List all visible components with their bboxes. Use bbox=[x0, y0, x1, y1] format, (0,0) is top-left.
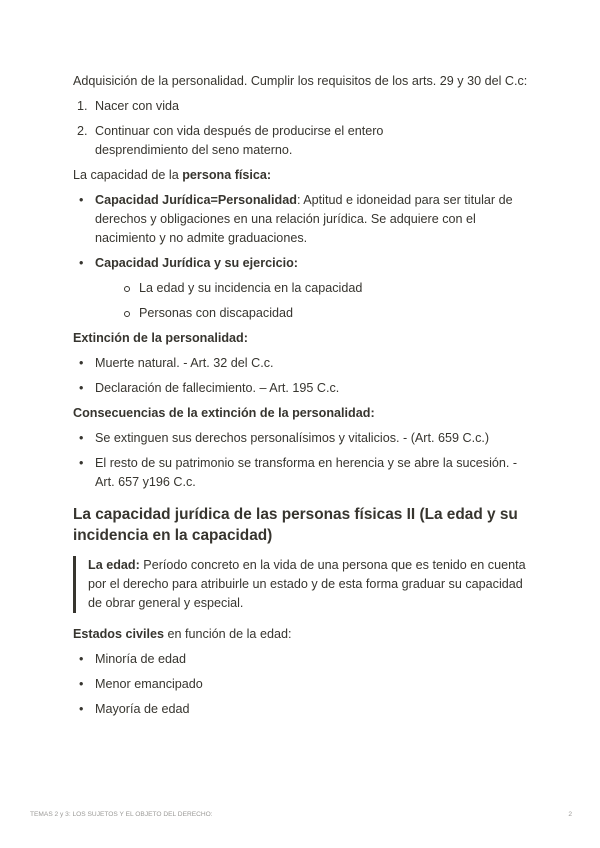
circle-bullet-icon bbox=[124, 286, 130, 292]
list-number: 1. bbox=[77, 99, 88, 113]
requisitos-list bbox=[73, 97, 533, 160]
list-number: 2. bbox=[77, 124, 88, 138]
bullet-icon: • bbox=[79, 652, 84, 666]
extincion-heading: Extinción de la personalidad: bbox=[73, 331, 248, 345]
bullet-icon: • bbox=[79, 702, 84, 716]
circle-bullet-icon bbox=[124, 311, 130, 317]
extincion-list bbox=[73, 354, 533, 398]
list-item bbox=[73, 122, 533, 160]
list-item: • Menor emancipado bbox=[73, 675, 533, 694]
intro-paragraph: Adquisición de la personalidad. Cumplir los requisitos de los arts. 29 y 30 del C.c: bbox=[73, 74, 528, 88]
section-title: La capacidad jurídica de las personas físicas II (La edad y su incidencia en la capacidad) bbox=[73, 506, 518, 544]
list-item-bold: Capacidad Jurídica y su ejercicio: bbox=[95, 256, 298, 270]
bullet-icon: • bbox=[79, 381, 84, 395]
list-item-text: : Aptitud e idoneidad para ser titular de derechos y obligaciones en una relación jurídica. Se adquiere con el nacimiento y no admite graduaciones. bbox=[95, 193, 513, 245]
page-footer bbox=[30, 811, 572, 818]
consecuencias-heading: Consecuencias de la extinción de la personalidad: bbox=[73, 406, 375, 420]
quote-text: Período concreto en la vida de una persona que es tenido en cuenta por el derecho para atribuirle un estado y de esta forma graduar su capacidad de obrar general y especial. bbox=[88, 558, 526, 610]
quote-bold: La edad: bbox=[88, 558, 140, 572]
footer-title: TEMAS 2 y 3: LOS SUJETOS Y EL OBJETO DEL DERECHO: bbox=[30, 811, 213, 818]
list-item-text: Continuar con vida después de producirse el entero desprendimiento del seno materno. bbox=[95, 124, 384, 157]
list-item: • El resto de su patrimonio se transforma en herencia y se abre la sucesión. - Art. 657 y196 C.c. bbox=[79, 456, 518, 489]
bullet-icon: • bbox=[79, 456, 84, 470]
list-item: • Muerte natural. - Art. 32 del C.c. bbox=[73, 354, 533, 373]
definition-quote bbox=[73, 556, 533, 613]
list-item: • Declaración de fallecimiento. – Art. 195 C.c. bbox=[73, 379, 533, 398]
list-item bbox=[73, 97, 533, 116]
list-item bbox=[73, 191, 533, 248]
bullet-icon: • bbox=[79, 193, 84, 207]
estados-list bbox=[73, 650, 533, 719]
ejercicio-sublist bbox=[117, 279, 533, 323]
sublist-item: Personas con discapacidad bbox=[117, 304, 533, 323]
list-item-bold: Capacidad Jurídica=Personalidad bbox=[95, 193, 297, 207]
bullet-icon: • bbox=[79, 256, 84, 270]
document-body bbox=[73, 72, 533, 725]
estados-line: Estados civiles en función de la edad: bbox=[73, 627, 292, 641]
page-number: 2 bbox=[568, 811, 572, 818]
list-item: • Minoría de edad bbox=[73, 650, 533, 669]
capacidad-list bbox=[73, 191, 533, 323]
list-item: • Mayoría de edad bbox=[73, 700, 533, 719]
bullet-icon: • bbox=[79, 431, 84, 445]
consecuencias-list bbox=[73, 429, 533, 492]
list-item bbox=[73, 254, 533, 323]
bullet-icon: • bbox=[79, 677, 84, 691]
sublist-item: La edad y su incidencia en la capacidad bbox=[117, 279, 533, 298]
capacidad-line: La capacidad de la persona física: bbox=[73, 168, 272, 182]
list-item-text: Nacer con vida bbox=[95, 99, 179, 113]
bullet-icon: • bbox=[79, 356, 84, 370]
list-item: • Se extinguen sus derechos personalísimos y vitalicios. - (Art. 659 C.c.) bbox=[73, 429, 533, 448]
